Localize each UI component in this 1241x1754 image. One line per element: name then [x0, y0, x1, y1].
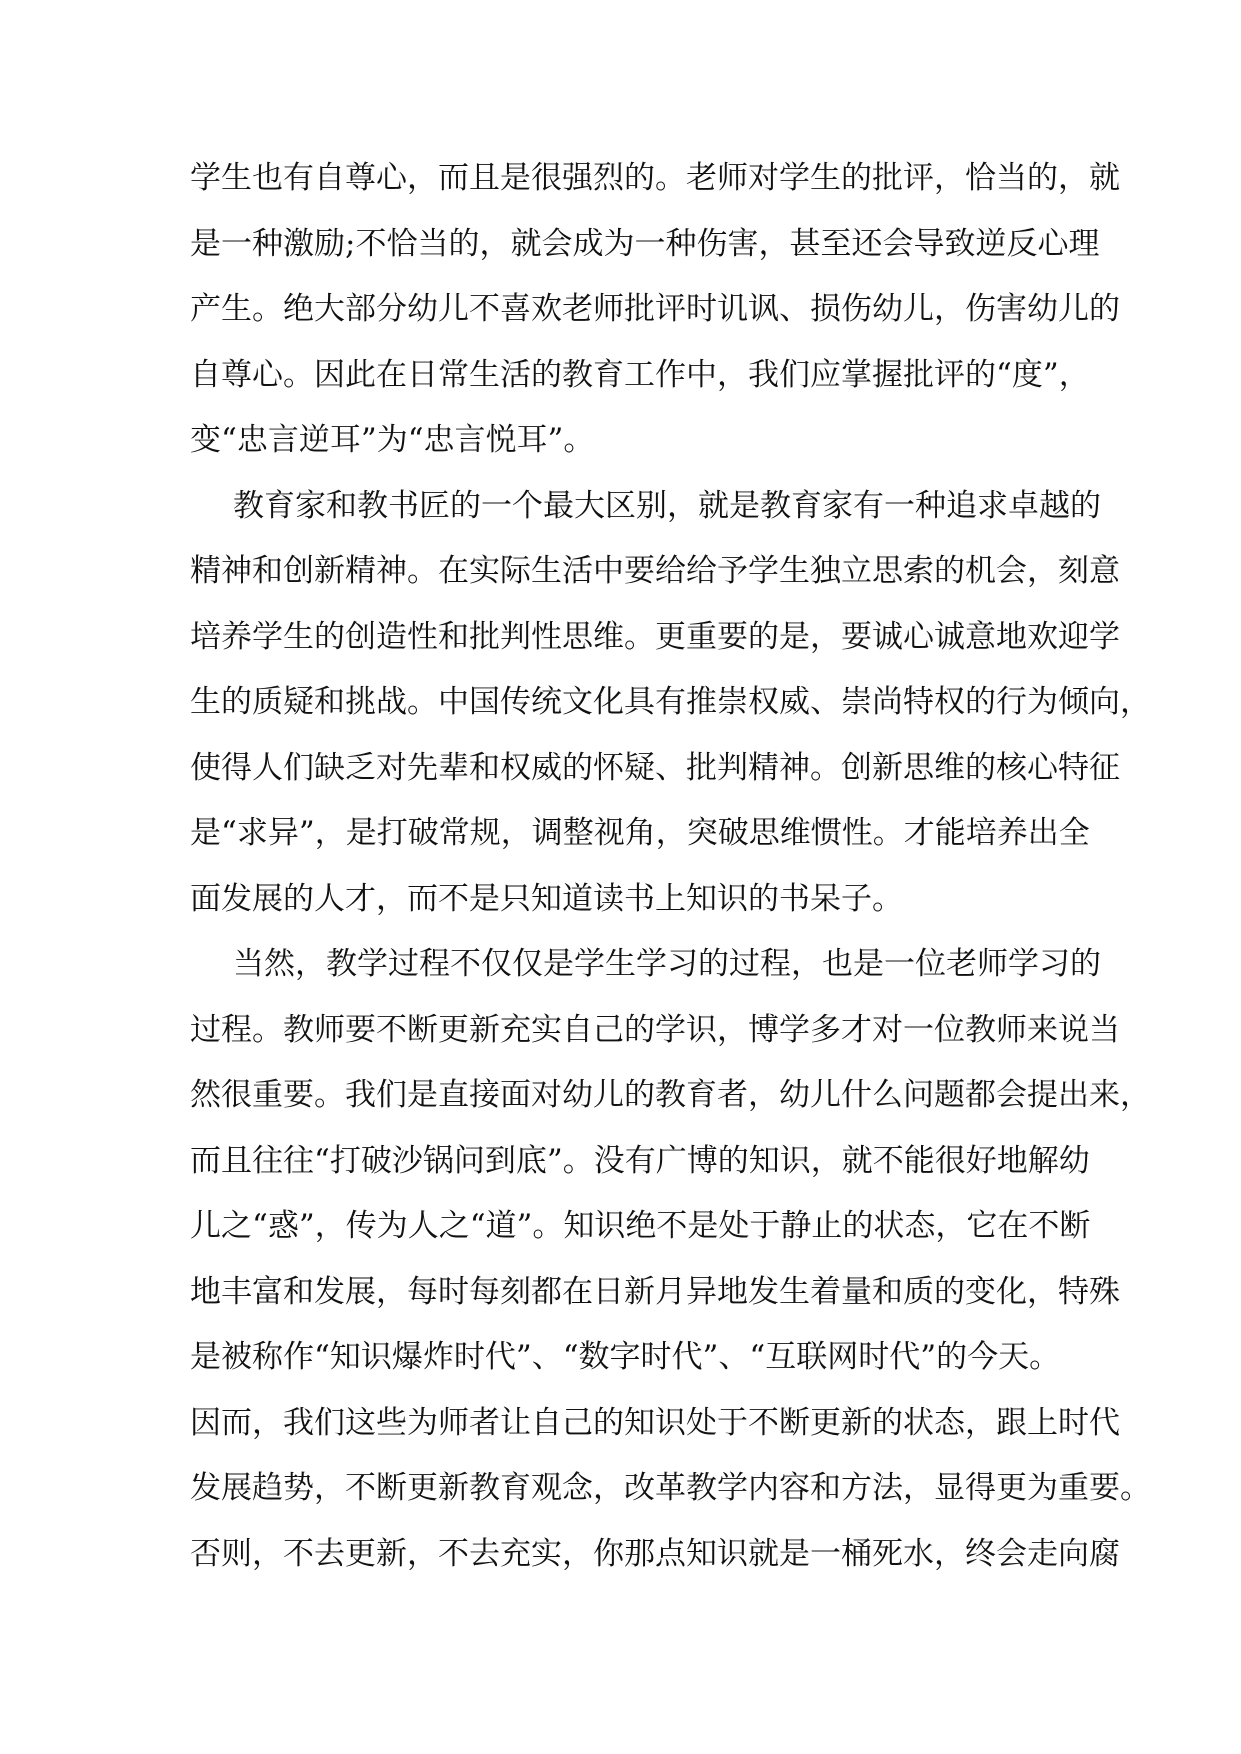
text-line: 产生。绝大部分幼儿不喜欢老师批评时讥讽、损伤幼儿，伤害幼儿的 — [190, 291, 1120, 327]
text-line: 因而，我们这些为师者让自己的知识处于不断更新的状态，跟上时代 — [190, 1404, 1120, 1441]
text-line: 是被称作“知识爆炸时代”、“数字时代”、“互联网时代”的今天。 — [190, 1339, 1061, 1375]
text-line: 使得人们缺乏对先辈和权威的怀疑、批判精神。创新思维的核心特征 — [190, 749, 1120, 786]
text-line: 然很重要。我们是直接面对幼儿的教育者，幼儿什么问题都会提出来， — [190, 1077, 1151, 1113]
text-line: 地丰富和发展，每时每刻都在日新月异地发生着量和质的变化，特殊 — [190, 1273, 1120, 1310]
text-line: 儿之“惑”，传为人之“道”。知识绝不是处于静止的状态，它在不断 — [190, 1208, 1091, 1244]
text-line: 当然，教学过程不仅仅是学生学习的过程，也是一位老师学习的 — [233, 946, 1101, 982]
text-line: 而且往往“打破沙锅问到底”。没有广博的知识，就不能很好地解幼 — [190, 1142, 1090, 1179]
text-line: 培养学生的创造性和批判性思维。更重要的是，要诚心诚意地欢迎学 — [190, 618, 1120, 655]
text-line: 精神和创新精神。在实际生活中要给给予学生独立思索的机会，刻意 — [190, 553, 1120, 589]
paragraph-3 — [190, 932, 1151, 1587]
text-line: 生的质疑和挑战。中国传统文化具有推崇权威、崇尚特权的行为倾向， — [190, 684, 1151, 720]
text-line: 学生也有自尊心，而且是很强烈的。老师对学生的批评，恰当的，就 — [190, 160, 1120, 196]
text-line: 面发展的人才，而不是只知道读书上知识的书呆子。 — [190, 880, 903, 917]
text-line: 是“求异”，是打破常规，调整视角，突破思维惯性。才能培养出全 — [190, 815, 1090, 851]
paragraph-1 — [190, 146, 1120, 474]
paragraph-2 — [190, 474, 1151, 933]
text-line: 发展趋势，不断更新教育观念，改革教学内容和方法，显得更为重要。 — [190, 1470, 1151, 1506]
text-line: 否则，不去更新，不去充实，你那点知识就是一桶死水，终会走向腐 — [190, 1535, 1120, 1572]
text-line: 自尊心。因此在日常生活的教育工作中，我们应掌握批评的“度”， — [190, 356, 1090, 393]
document-body — [190, 146, 1151, 1587]
text-line: 变“忠言逆耳”为“忠言悦耳”。 — [190, 422, 595, 458]
text-line: 教育家和教书匠的一个最大区别，就是教育家有一种追求卓越的 — [233, 487, 1101, 524]
text-line: 过程。教师要不断更新充实自己的学识，博学多才对一位教师来说当 — [190, 1011, 1120, 1048]
text-line: 是一种激励;不恰当的，就会成为一种伤害，甚至还会导致逆反心理 — [190, 225, 1100, 262]
